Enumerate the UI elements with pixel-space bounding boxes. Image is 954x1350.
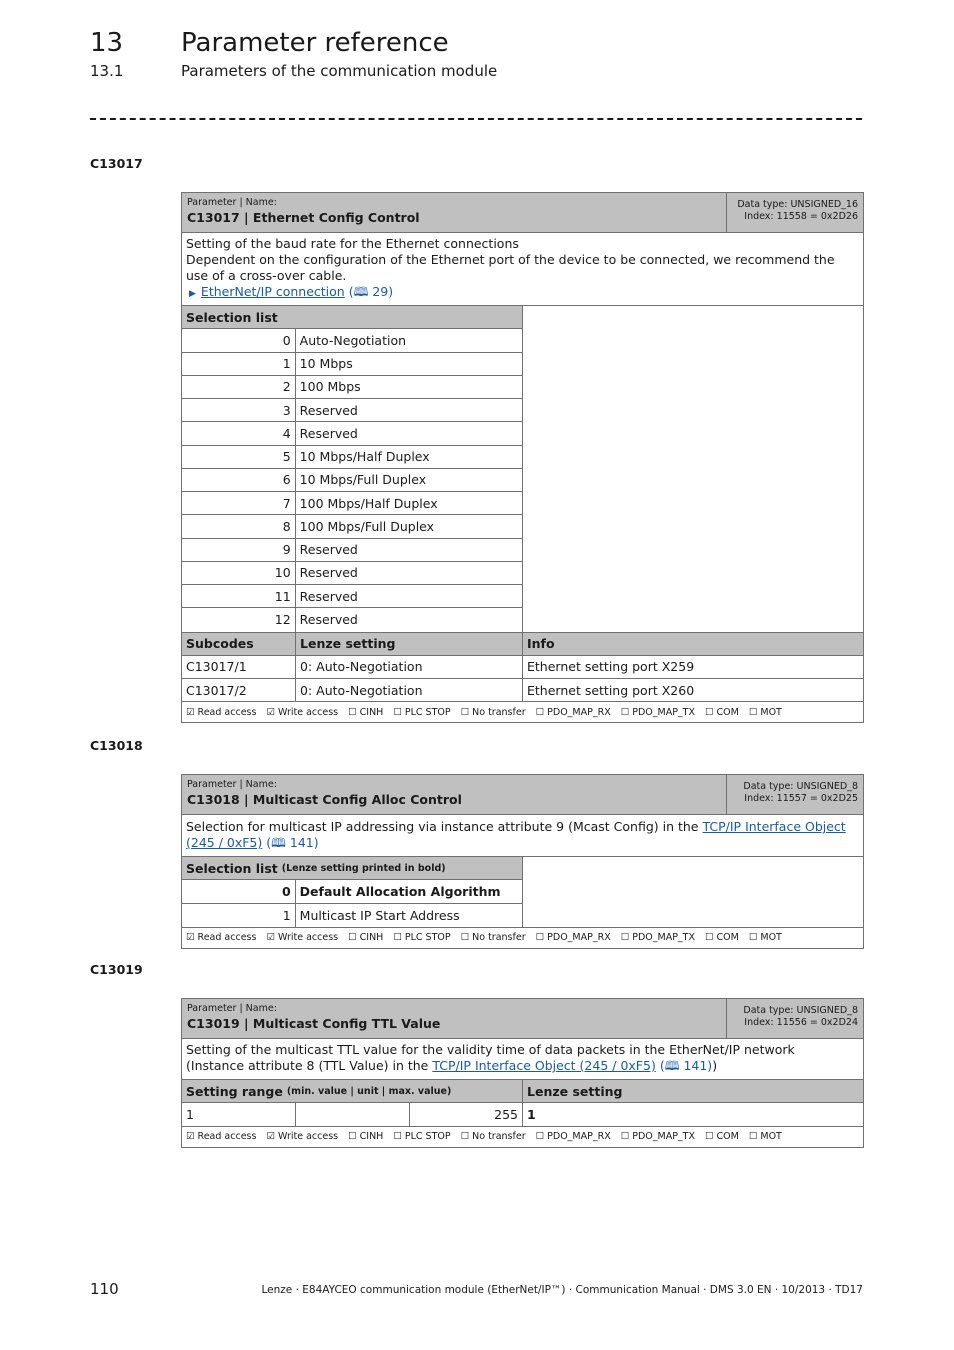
selection-row [182,469,522,492]
subcode-info: Ethernet setting port X260 [527,682,695,698]
lenze-setting-value: 1 [527,1106,536,1122]
c13018-table [181,774,864,949]
page-reference[interactable]: (🕮 141) [659,1058,713,1073]
selection-list [182,857,523,927]
selection-row [182,562,522,585]
pdo-map-rx-flag: ☐ PDO_MAP_RX [535,706,611,718]
com-flag: ☐ COM [705,1131,739,1142]
header-label: Parameter | Name: [187,779,277,790]
selection-row [182,422,522,445]
selection-text: 100 Mbps [299,379,361,395]
selection-text: 100 Mbps/Half Duplex [299,495,438,511]
info-header: Info [527,636,555,652]
page-number: 110 [90,1280,119,1298]
selection-row [182,539,522,562]
range-row [182,1103,863,1126]
subcode-info: Ethernet setting port X259 [527,659,695,675]
selection-text: Multicast IP Start Address [299,907,460,923]
selection-value: 9 [182,539,296,561]
param-index: Index: 11556 = 0x2D24 [744,1017,858,1028]
c13019-heading: C13019 [90,962,143,977]
cinh-flag: ☐ CINH [348,932,384,944]
pdo-map-rx-flag: ☐ PDO_MAP_RX [535,932,611,944]
ethernet-ip-connection-link[interactable]: EtherNet/IP connection [200,284,345,299]
com-flag: ☐ COM [705,706,739,718]
selection-row [182,904,522,927]
chapter-number: 13 [90,28,124,58]
selection-row [182,608,522,631]
subcode-row [182,656,863,679]
range-header-row [182,1080,863,1103]
write-access-flag: ☑ Write access [266,1131,339,1142]
param-description [182,815,863,857]
selection-text: Default Allocation Algorithm [299,883,501,899]
plc-stop-flag: ☐ PLC STOP [393,932,451,944]
range-note: (min. value | unit | max. value) [286,1085,452,1097]
selection-text: 10 Mbps [299,356,353,372]
subcodes-header: Subcodes [182,633,296,655]
mot-flag: ☐ MOT [748,1131,782,1142]
selection-row [182,329,522,352]
subcode-setting: 0: Auto-Negotiation [296,656,523,678]
page-reference[interactable]: (🕮 141) [266,835,319,850]
selection-value: 10 [182,562,296,584]
write-access-flag: ☑ Write access [266,706,339,718]
empty-area [523,306,863,632]
no-transfer-flag: ☐ No transfer [460,706,526,718]
selection-row [182,492,522,515]
description-line: Setting of the baud rate for the Ethernet connections [186,236,519,251]
selection-list-header: Selection list [182,306,522,328]
no-transfer-flag: ☐ No transfer [460,1131,526,1142]
book-icon: 🕮 [353,284,369,299]
selection-value: 11 [182,585,296,607]
access-flags [182,1127,863,1147]
selection-section [182,857,863,928]
selection-list-header: Selection list (Lenze setting printed in bold) [182,857,522,879]
plc-stop-flag: ☐ PLC STOP [393,1131,451,1142]
selection-value: 1 [182,353,296,375]
param-header [182,193,863,233]
subcode-cell: C13017/1 [182,656,296,678]
selection-value: 0 [182,329,296,351]
com-flag: ☐ COM [705,932,739,944]
param-index: Index: 11557 = 0x2D25 [744,793,858,804]
c13017-table [181,192,864,723]
pdo-map-tx-flag: ☐ PDO_MAP_TX [620,932,695,944]
description-text: Selection for multicast IP addressing via instance attribute 9 (Mcast Config) in the [186,819,699,834]
param-header [182,775,863,815]
header-label: Parameter | Name: [187,1003,277,1014]
max-value: 255 [410,1103,523,1125]
page-reference[interactable]: (🕮 29) [348,284,394,299]
pdo-map-rx-flag: ☐ PDO_MAP_RX [535,1131,611,1142]
access-flags [182,702,863,722]
triangle-right-icon: ▶ [189,289,196,299]
selection-row [182,515,522,538]
c13017-heading: C13017 [90,156,143,171]
selection-text: Reserved [299,542,358,558]
param-name: C13017 | Ethernet Config Control [187,210,420,225]
mot-flag: ☐ MOT [748,932,782,944]
selection-list [182,306,523,632]
section-number: 13.1 [90,62,124,80]
selection-text: Reserved [299,565,358,581]
data-type: Data type: UNSIGNED_8 [743,1005,858,1016]
setting-range-header: Setting range (min. value | unit | max. value) [182,1080,523,1102]
cinh-flag: ☐ CINH [348,706,384,718]
document-info: Lenze · E84AYCEO communication module (EtherNet/IP™) · Communication Manual · DMS 3.0 EN · 10/2013 · TD17 [261,1284,863,1296]
book-icon: 🕮 [664,1058,680,1073]
selection-value: 12 [182,608,296,631]
selection-value: 3 [182,399,296,421]
description-line: Setting of the multicast TTL value for the validity time of data packets in the EtherNet/IP network [186,1042,795,1057]
selection-text: Reserved [299,402,358,418]
subcode-setting: 0: Auto-Negotiation [296,679,523,701]
selection-value: 8 [182,515,296,537]
selection-note: (Lenze setting printed in bold) [281,862,446,874]
description-line: Dependent on the configuration of the Ethernet port of the device to be connected, we recommend the use of a cross-over cable. [186,252,835,283]
param-index: Index: 11558 = 0x2D26 [744,211,858,222]
selection-text: Reserved [299,612,358,628]
read-access-flag: ☑ Read access [186,1131,257,1142]
cinh-flag: ☐ CINH [348,1131,384,1142]
chapter-title: Parameter reference [181,28,449,58]
selection-text: 10 Mbps/Full Duplex [299,472,427,488]
read-access-flag: ☑ Read access [186,932,257,944]
tcp-ip-interface-object-link[interactable]: TCP/IP Interface Object (245 / 0xF5) [432,1058,656,1073]
selection-text: 100 Mbps/Full Duplex [299,518,435,534]
plc-stop-flag: ☐ PLC STOP [393,706,451,718]
min-value: 1 [182,1103,296,1125]
lenze-setting-header: Lenze setting [527,1083,623,1099]
data-type: Data type: UNSIGNED_16 [737,199,858,210]
selection-value: 6 [182,469,296,491]
c13019-table [181,998,864,1148]
selection-row [182,353,522,376]
selection-text: Auto-Negotiation [299,332,407,348]
header-label: Parameter | Name: [187,197,277,208]
data-type: Data type: UNSIGNED_8 [743,781,858,792]
read-access-flag: ☑ Read access [186,706,257,718]
subcode-cell: C13017/2 [182,679,296,701]
header-divider [90,118,862,120]
selection-value: 2 [182,376,296,398]
empty-area [523,857,863,927]
selection-row [182,880,522,903]
param-name: C13019 | Multicast Config TTL Value [187,1016,441,1031]
param-name: C13018 | Multicast Config Alloc Control [187,792,462,807]
selection-row [182,399,522,422]
lenze-setting-header: Lenze setting [296,633,523,655]
selection-value: 7 [182,492,296,514]
c13018-heading: C13018 [90,738,143,753]
pdo-map-tx-flag: ☐ PDO_MAP_TX [620,706,695,718]
param-description [182,233,863,306]
selection-text: 10 Mbps/Half Duplex [299,449,430,465]
tcp-ip-interface-object-link[interactable]: TCP/IP Interface Object (245 / 0xF5) [186,819,846,850]
selection-value: 0 [182,880,296,902]
selection-text: Reserved [299,425,358,441]
no-transfer-flag: ☐ No transfer [460,932,526,944]
selection-text: Reserved [299,588,358,604]
selection-row [182,376,522,399]
write-access-flag: ☑ Write access [266,932,339,944]
param-header [182,999,863,1039]
subcodes-header-row [182,633,863,656]
selection-value: 4 [182,422,296,444]
mot-flag: ☐ MOT [748,706,782,718]
section-title: Parameters of the communication module [181,62,498,80]
subcode-row [182,679,863,702]
selection-row [182,446,522,469]
access-flags [182,928,863,948]
book-icon: 🕮 [271,835,286,850]
selection-value: 5 [182,446,296,468]
selection-row [182,585,522,608]
selection-section [182,306,863,633]
description-text: (Instance attribute 8 (TTL Value) in the [186,1058,429,1073]
unit-value [296,1103,410,1125]
param-description: Setting of the multicast TTL value for the validity time of data packets in the EtherNet/IP network (Instance attribute 8 (TTL Value) in the TCP/IP Interface Object (245 / 0xF5) (🕮 141)) [182,1039,863,1080]
selection-value: 1 [182,904,296,927]
pdo-map-tx-flag: ☐ PDO_MAP_TX [620,1131,695,1142]
